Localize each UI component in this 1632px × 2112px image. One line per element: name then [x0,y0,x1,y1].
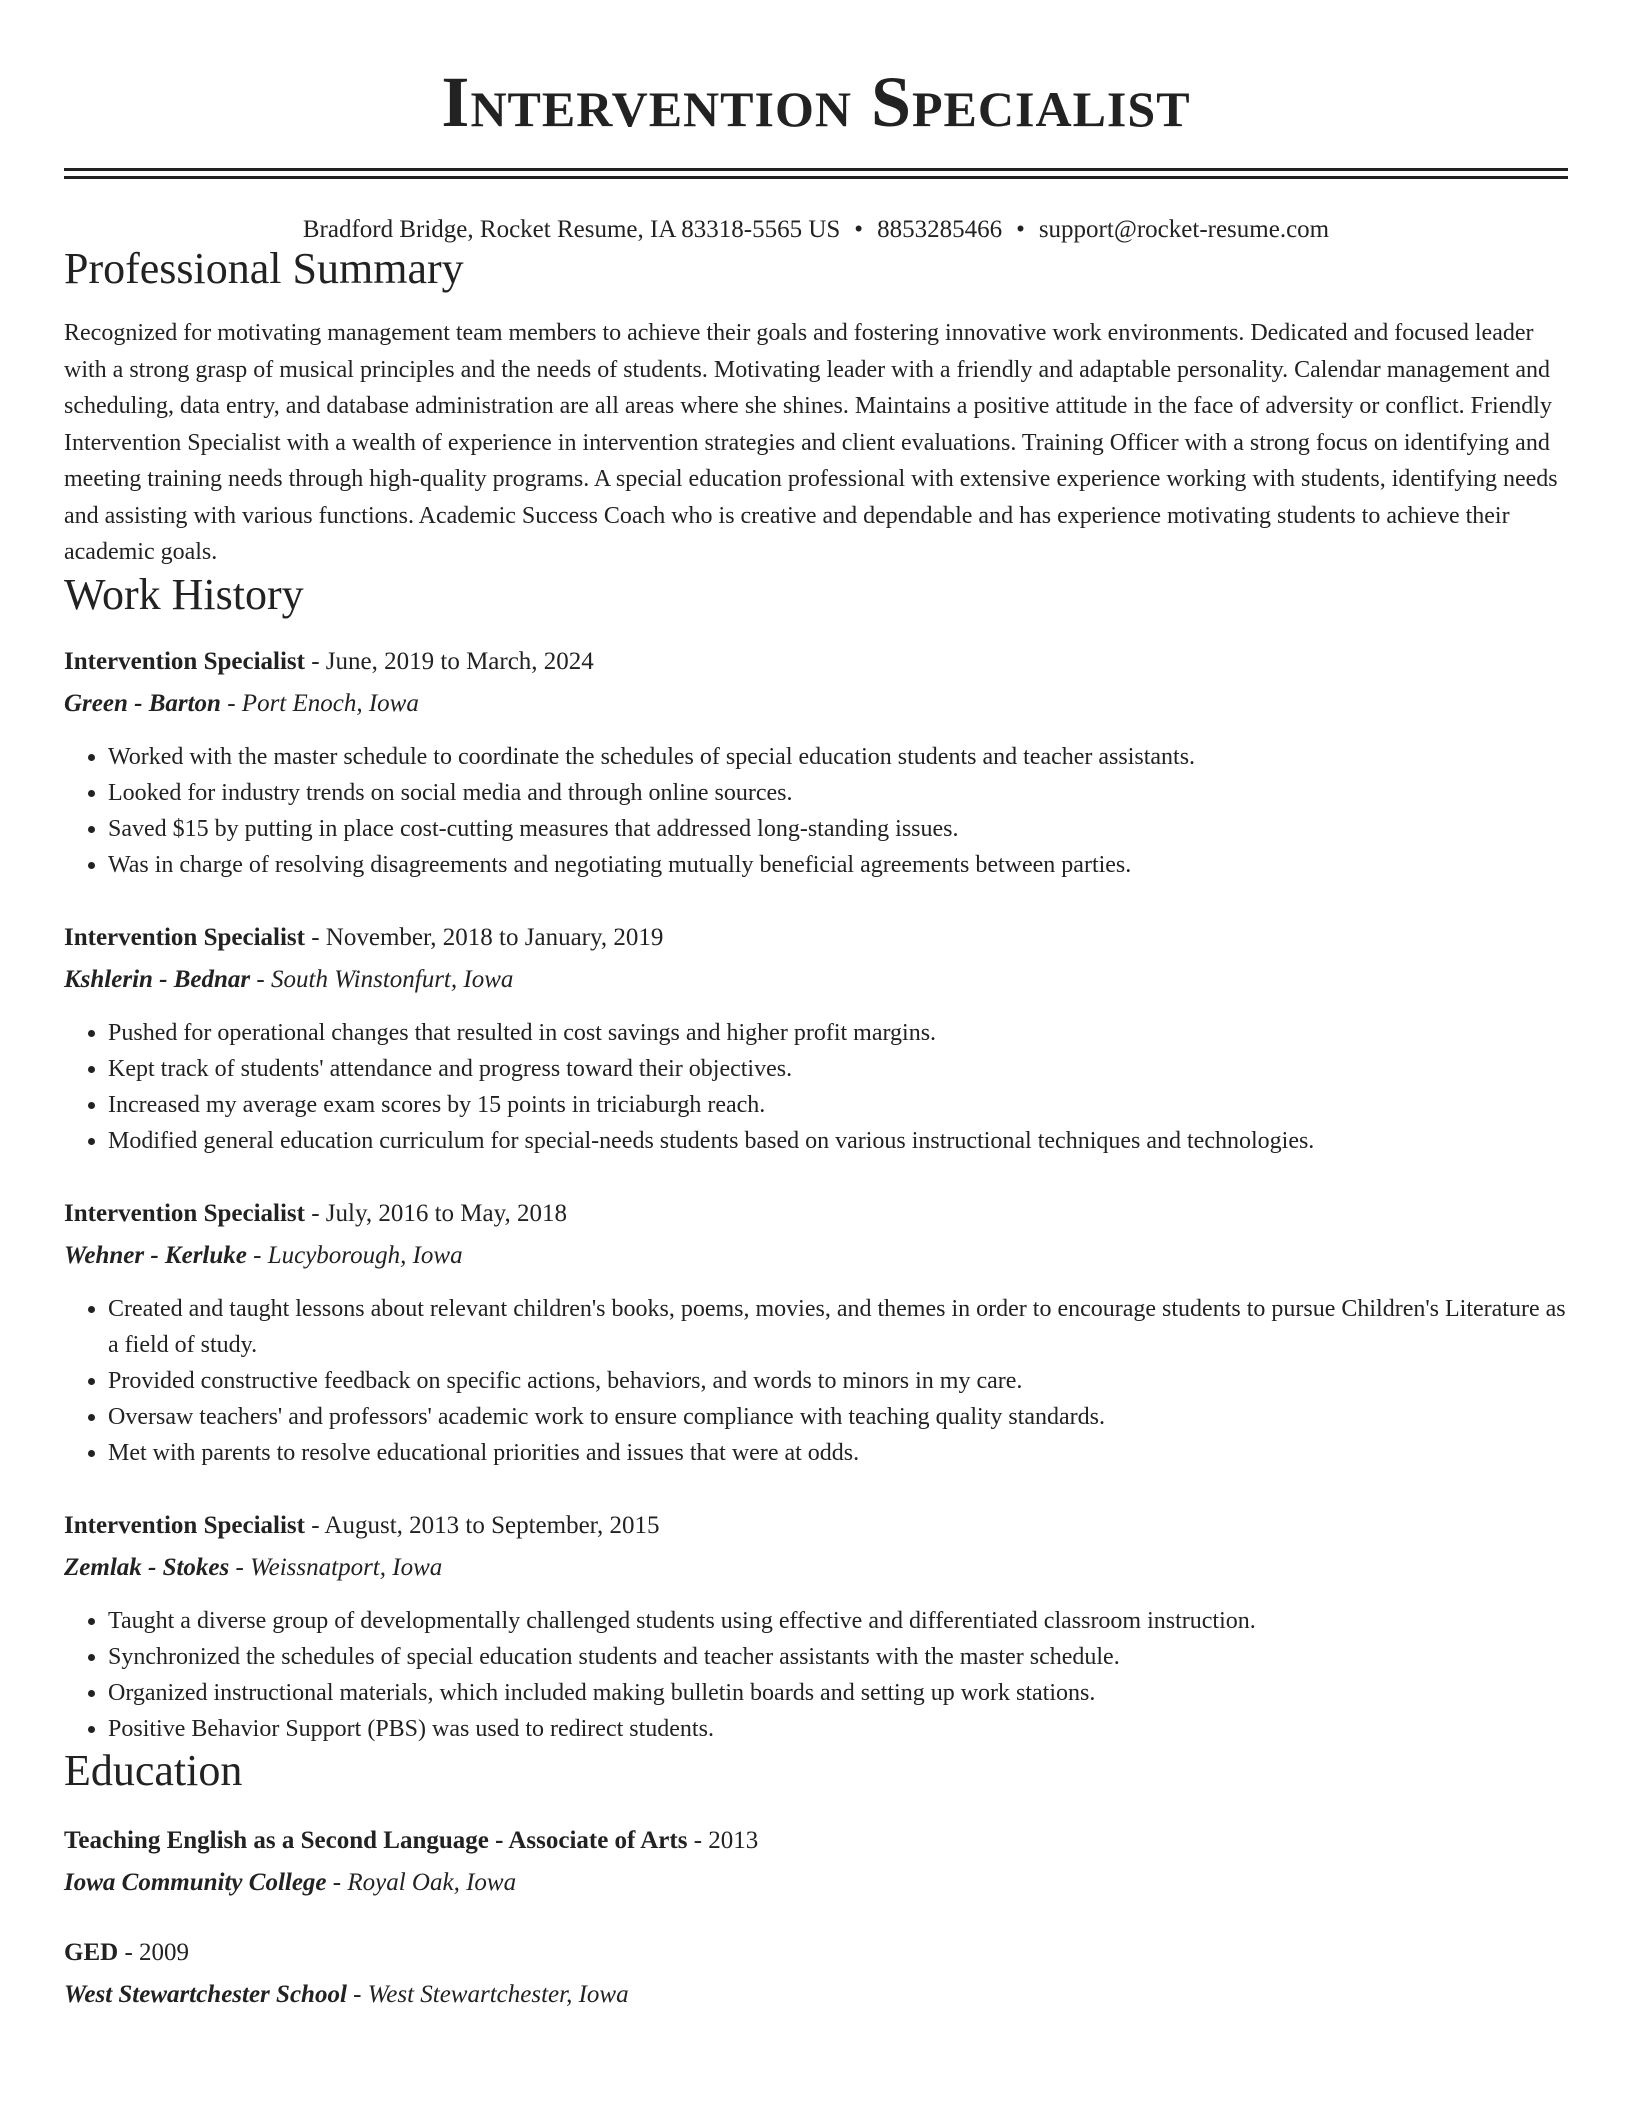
job-entry [64,647,1568,883]
job-bullets [64,1291,1568,1471]
job-title: Intervention Specialist [64,1512,305,1540]
education-heading: Education [64,1746,243,1796]
education-entry [64,1938,1568,2010]
summary-text: Recognized for motivating management team members to achieve their goals and fostering innovative work environments. Dedicated and focused leader with a strong grasp of musical principles and the needs of students. Motivating leader with a friendly and adaptable personality. Calendar management and scheduling, data entry, and database administration are all areas where she shines. Maintains a positive attitude in the face of adversity or conflict. Friendly Intervention Specialist with a wealth of experience in intervention strategies and client evaluations. Training Officer with a strong focus on identifying and meeting training needs through high-quality programs. A special education professional with extensive experience working with students, identifying needs and assisting with various functions. Academic Success Coach who is creative and dependable and has experience motivating students to achieve their academic goals. [64,320,1558,566]
summary-heading: Professional Summary [64,244,464,293]
degree: GED [64,1938,119,1966]
contact-email: support@rocket-resume.com [1038,216,1330,243]
job-company: Wehner - Kerluke [64,1242,247,1270]
job-bullets [64,1603,1568,1747]
job-location: - South Winstonfurt, Iowa [250,966,514,994]
contact-address: Bradford Bridge, Rocket Resume, IA 83318-5565 US [302,216,841,243]
job-bullet: • Was in charge of resolving disagreements and negotiating mutually beneficial agreements between parties. [108,847,1568,883]
contact-phone: 8853285466 [877,216,1003,243]
degree-line [64,1938,1568,1968]
job-bullets [64,739,1568,883]
job-company-line [64,965,1568,995]
degree: Teaching English as a Second Language - Associate of Arts [64,1826,688,1854]
school-location: - Royal Oak, Iowa [326,1868,517,1896]
job-bullet: • Kept track of students' attendance and progress toward their objectives. [108,1051,1568,1087]
job-bullets [64,1015,1568,1159]
degree-line [64,1826,1568,1856]
contact-separator: • [1016,216,1025,243]
contact-separator: • [854,216,864,243]
school-line [64,1868,1568,1898]
job-title-line [64,1199,1568,1229]
job-company: Kshlerin - Bednar [64,966,251,994]
job-dates: - July, 2016 to May, 2018 [304,1200,567,1228]
job-entry [64,1199,1568,1471]
job-bullet: • Organized instructional materials, which included making bulletin boards and setting up work stations. [108,1675,1568,1711]
job-bullet: • Saved $15 by putting in place cost-cutting measures that addressed long-standing issues. [108,811,1568,847]
job-bullet: • Worked with the master schedule to coordinate the schedules of special education students and teacher assistants. [108,739,1568,775]
work-history-heading: Work History [64,569,304,619]
job-dates: - November, 2018 to January, 2019 [304,924,664,952]
degree-year: - 2013 [687,1826,759,1854]
degree-year: - 2009 [118,1938,190,1966]
job-location: - Lucyborough, Iowa [246,1242,463,1270]
school: Iowa Community College [64,1868,327,1896]
job-bullet: • Synchronized the schedules of special education students and teacher assistants with the master schedule. [108,1639,1568,1675]
header-divider-top [64,168,1568,171]
contact-line [64,215,1568,245]
job-title-line [64,1511,1568,1541]
header-divider-bottom [64,176,1568,179]
job-entry [64,1511,1568,1747]
job-bullet: • Positive Behavior Support (PBS) was used to redirect students. [108,1711,1568,1747]
job-title: Intervention Specialist [64,924,305,952]
job-bullet: • Met with parents to resolve educational priorities and issues that were at odds. [108,1435,1568,1471]
job-title: Intervention Specialist [64,648,305,676]
job-bullet: • Provided constructive feedback on specific actions, behaviors, and words to minors in my care. [108,1363,1568,1399]
job-bullet: • Taught a diverse group of developmentally challenged students using effective and differentiated classroom instruction. [108,1603,1568,1639]
school-line [64,1980,1568,2010]
job-bullet: • Oversaw teachers' and professors' academic work to ensure compliance with teaching quality standards. [108,1399,1568,1435]
job-company-line [64,689,1568,719]
job-entry [64,923,1568,1159]
job-dates: - June, 2019 to March, 2024 [304,648,594,676]
school-location: - West Stewartchester, Iowa [346,1980,629,2008]
job-location: - Port Enoch, Iowa [220,690,419,718]
job-bullet: • Looked for industry trends on social media and through online sources. [108,775,1568,811]
job-bullet: • Modified general education curriculum for special-needs students based on various instructional techniques and technologies. [108,1123,1568,1159]
job-company-line [64,1553,1568,1583]
job-title-line [64,923,1568,953]
job-bullet: • Created and taught lessons about relevant children's books, poems, movies, and themes in order to encourage students to pursue Children's Literature as a field of study. [108,1291,1568,1363]
job-company: Green - Barton [64,690,221,718]
job-bullet: • Pushed for operational changes that resulted in cost savings and higher profit margins. [108,1015,1568,1051]
job-company: Zemlak - Stokes [64,1554,230,1582]
candidate-name: Intervention Specialist [441,62,1191,142]
job-bullet: • Increased my average exam scores by 15 points in triciaburgh reach. [108,1087,1568,1123]
job-company-line [64,1241,1568,1271]
job-location: - Weissnatport, Iowa [229,1554,443,1582]
job-title-line [64,647,1568,677]
job-dates: - August, 2013 to September, 2015 [304,1512,660,1540]
education-entry [64,1826,1568,1898]
school: West Stewartchester School [64,1980,347,2008]
job-title: Intervention Specialist [64,1200,305,1228]
